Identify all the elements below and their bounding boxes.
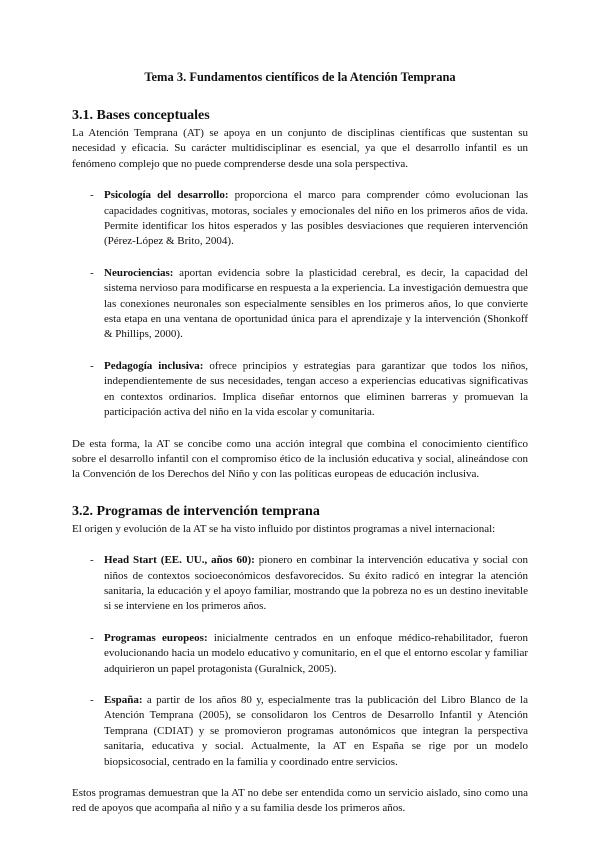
bullet-pedagogia <box>90 359 528 421</box>
bullet-dash: - <box>90 359 94 372</box>
section-2-bullet-list <box>72 553 528 770</box>
section-1-intro: La Atención Temprana (AT) se apoya en un conjunto de disciplinas científicas que sustentan su necesidad y eficacia. Su carácter multidisciplinar es esencial, ya que el desarrollo infantil es un fenómeno complejo que no puede comprenderse desde una sola perspectiva. <box>72 127 528 170</box>
bullet-dash: - <box>90 554 94 567</box>
bullet-programas-europeos <box>90 631 528 677</box>
section-1-bullet-list <box>72 188 528 420</box>
bullet-text: a partir de los años 80 y, especialmente tras la publicación del Libro Blanco de la Atención Temprana (2005), se consolidaron los Centros de Desarrollo Infantil y Atención Temprana (CDIAT) y se promovieron programas autonómicos que integran la perspectiva sanitaria, educativa y social. Actualmente, la AT en España se rige por un modelo biopsicosocial, centrado en la familia y coordinado entre servicios. <box>104 693 528 768</box>
document-title: Tema 3. Fundamentos científicos de la Atención Temprana <box>144 70 456 84</box>
section-2-closing: Estos programas demuestran que la AT no debe ser entendida como un servicio aislado, sino como una red de apoyos que acompaña al niño y a su familia desde los primeros años. <box>72 787 528 815</box>
section-1-closing: De esta forma, la AT se concibe como una acción integral que combina el conocimiento científico sobre el desarrollo infantil con el compromiso ético de la inclusión educativa y social, alineándose con la Convención de los Derechos del Niño y con las políticas europeas de educación inclusiva. <box>72 437 528 481</box>
bullet-term: Head Start (EE. UU., años 60): <box>104 554 255 567</box>
bullet-text: aportan evidencia sobre la plasticidad cerebral, es decir, la capacidad del sistema nervioso para modificarse en respuesta a la experiencia. La investigación demuestra que las conexiones neuronales son especialmente sensibles en los primeros años, lo que convierte esta etapa en una ventana de oportunidad única para el aprendizaje y la intervención (Shonkoff & Phillips, 2000). <box>104 266 528 341</box>
bullet-text: pionero en combinar la intervención educativa y social con niños de contextos socioeconómicos desfavorecidos. Su éxito radicó en integrar la atención sanitaria, la educación y el apoyo familiar, mostrando que la pobreza no es un destino inevitable si se interviene en los primeros años. <box>104 554 528 613</box>
bullet-dash: - <box>90 631 94 644</box>
section-1-heading: 3.1. Bases conceptuales <box>72 108 210 123</box>
bullet-dash: - <box>90 693 94 706</box>
bullet-text: inicialmente centrados en un enfoque médico-rehabilitador, fueron evolucionando hacia un modelo educativo y comunitario, en el que el entorno escolar y familiar adquirieron un papel protagonista (Guralnick, 2005). <box>104 631 528 675</box>
bullet-text: ofrece principios y estrategias para garantizar que todos los niños, independientemente de sus necesidades, tengan acceso a experiencias educativas significativas en contextos ordinarios. Implica diseñar entornos que eliminen barreras y promuevan la participación activa del niño en la vida escolar y comunitaria. <box>104 359 528 419</box>
bullet-term: Neurociencias: <box>104 266 174 279</box>
bullet-dash: - <box>90 266 94 279</box>
bullet-term: España: <box>104 693 143 706</box>
bullet-term: Pedagogía inclusiva: <box>104 359 204 372</box>
bullet-psicologia <box>90 188 528 250</box>
bullet-neurociencias <box>90 266 528 343</box>
bullet-term: Psicología del desarrollo: <box>104 189 229 202</box>
bullet-dash: - <box>90 189 94 202</box>
section-2-heading: 3.2. Programas de intervención temprana <box>72 503 320 519</box>
bullet-head-start <box>90 553 528 615</box>
bullet-text: proporciona el marco para comprender cómo evolucionan las capacidades cognitivas, motoras, sociales y emocionales del niño en los primeros años de vida. Permite identificar los hitos esperados y las posibles desviaciones que requieren intervención (Pérez-López & Brito, 2004). <box>104 189 528 248</box>
bullet-espana <box>90 693 528 770</box>
section-2-intro: El origen y evolución de la AT se ha visto influido por distintos programas a nivel internacional: <box>72 522 496 535</box>
bullet-term: Programas europeos: <box>104 631 208 644</box>
